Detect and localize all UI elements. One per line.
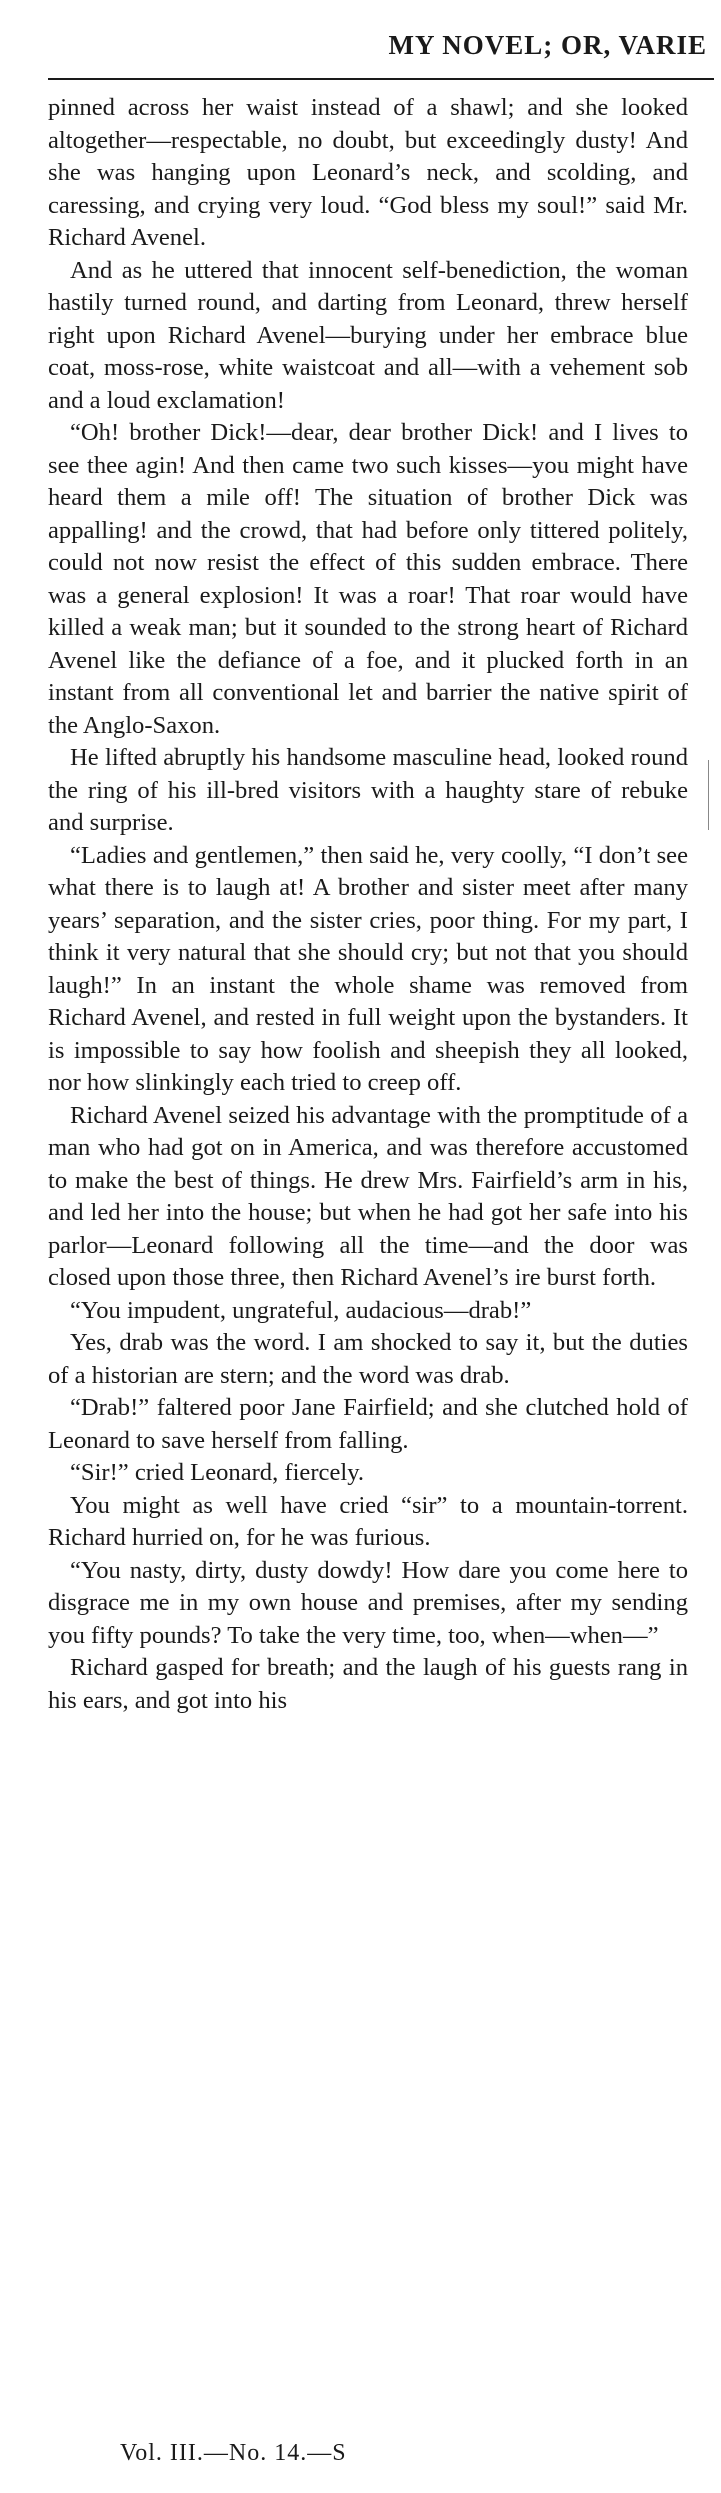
paragraph: Yes, drab was the word. I am shocked to say it, but the duties of a historian are stern; and the word was drab. (48, 1329, 688, 1389)
paragraph: “You impudent, ungrateful, audacious—drab!” (70, 1296, 532, 1324)
margin-rule (708, 760, 709, 830)
paragraph: pinned across her waist instead of a shawl; and she looked altogether—respectable, no doubt, but exceedingly dusty! And she was hanging upon Leonard’s neck, and scolding, and caressing, and crying very loud. “God bless my soul!” said Mr. Richard Avenel. (48, 94, 688, 251)
paragraph: “Oh! brother Dick!—dear, dear brother Dick! and I lives to see thee agin! And then came two such kisses—you might have heard them a mile off! The situation of brother Dick was appalling! and the crowd, that had before only tittered politely, could not now resist the effect of this sudden embrace. There was a general explosion! It was a roar! That roar would have killed a weak man; but it sounded to the strong heart of Richard Avenel like the defiance of a foe, and it plucked forth in an instant from all conventional let and barrier the native spirit of the Anglo-Saxon. (48, 419, 688, 739)
paragraph: “Ladies and gentlemen,” then said he, very coolly, “I don’t see what there is to laugh at! A brother and sister meet after many years’ separation, and the sister cries, poor thing. For my part, I think it very natural that she should cry; but not that you should laugh!” In an instant the whole shame was removed from Richard Avenel, and rested in full weight upon the bystanders. It is impossible to say how foolish and sheepish they all looked, nor how slinkingly each tried to creep off. (48, 841, 688, 1096)
paragraph: “Drab!” faltered poor Jane Fairfield; and she clutched hold of Leonard to save herself from falling. (48, 1394, 688, 1454)
signature-mark: Vol. III.—No. 14.—S (120, 2440, 347, 2466)
paragraph: “Sir!” cried Leonard, fiercely. (70, 1459, 365, 1486)
paragraph: He lifted abruptly his handsome masculine head, looked round the ring of his ill-bred visitors with a haughty stare of rebuke and surprise. (48, 744, 688, 836)
paragraph: And as he uttered that innocent self-benediction, the woman hastily turned round, and darting from Leonard, threw herself right upon Richard Avenel—burying under her embrace blue coat, moss-rose, white waistcoat and all—with a vehement sob and a loud exclamation! (48, 256, 688, 414)
running-head: MY NOVEL; OR, VARIE (388, 30, 707, 60)
paragraph: “You nasty, dirty, dusty dowdy! How dare you come here to disgrace me in my own house and premises, after my sending you fifty pounds? To take the very time, too, when—when—” (48, 1556, 688, 1649)
text-column (48, 92, 688, 1717)
paragraph: You might as well have cried “sir” to a mountain-torrent. Richard hurried on, for he was furious. (48, 1491, 688, 1551)
header-rule (48, 78, 714, 80)
paragraph: Richard Avenel seized his advantage with the promptitude of a man who had got on in America, and was therefore accustomed to make the best of things. He drew Mrs. Fairfield’s arm in his, and led her into the house; but when he had got her safe into his parlor—Leonard following all the time—and the door was closed upon those three, then Richard Avenel’s ire burst forth. (48, 1101, 688, 1291)
paragraph: Richard gasped for breath; and the laugh of his guests rang in his ears, and got into his (48, 1654, 688, 1714)
